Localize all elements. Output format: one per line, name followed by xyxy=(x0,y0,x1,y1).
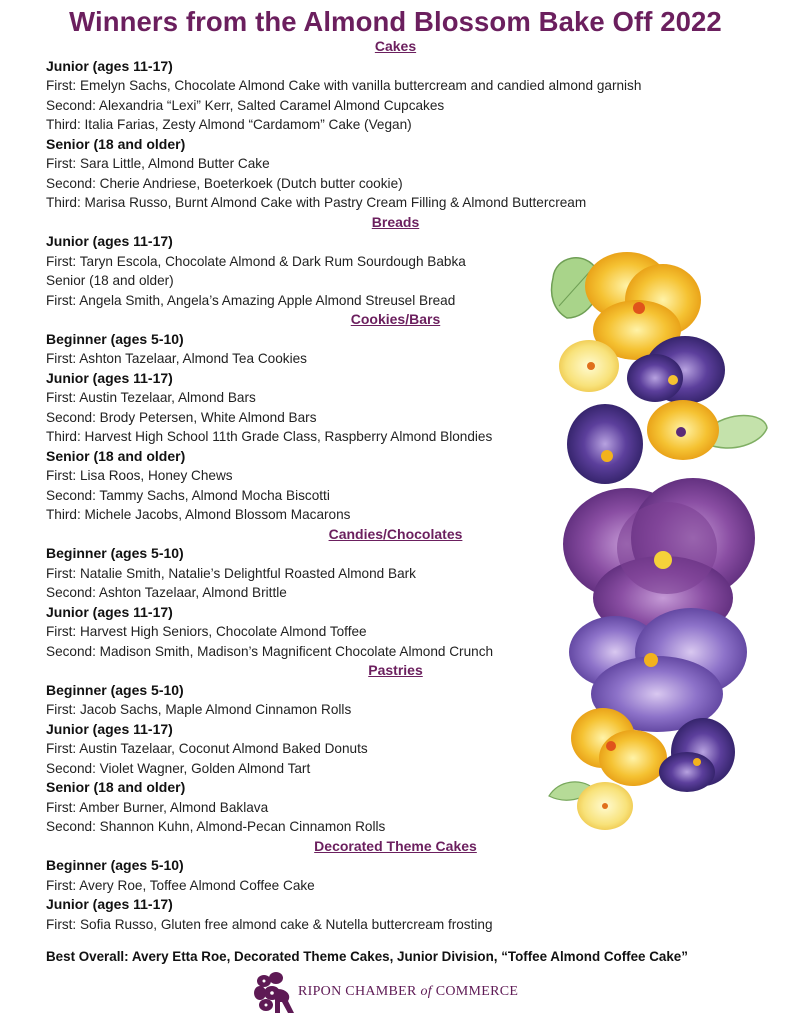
org-name-of: of xyxy=(420,984,432,999)
winner-entry: First: Avery Roe, Toffee Almond Coffee Cake xyxy=(46,877,315,893)
division-label: Beginner (ages 5-10) xyxy=(46,330,184,347)
winner-entry: First: Austin Tazelaar, Coconut Almond Baked Donuts xyxy=(46,741,368,756)
section-heading: Pastries xyxy=(368,662,423,678)
winner-entry: First: Ashton Tazelaar, Almond Tea Cookies xyxy=(46,351,307,366)
winner-entry: First: Sara Little, Almond Butter Cake xyxy=(46,156,270,171)
winner-entry: First: Angela Smith, Angela’s Amazing Apple Almond Streusel Bread xyxy=(46,292,456,308)
winner-entry: Second: Ashton Tazelaar, Almond Brittle xyxy=(46,585,287,600)
pale-pansy-left xyxy=(559,340,619,392)
division-label: Junior (ages 11-17) xyxy=(46,603,173,620)
winner-entry: Second: Madison Smith, Madison’s Magnificent Chocolate Almond Crunch xyxy=(46,643,494,659)
winner-entry: Second: Brody Petersen, White Almond Bars xyxy=(46,409,317,425)
winner-entry: First: Sofia Russo, Gluten free almond cake & Nutella buttercream frosting xyxy=(46,916,493,932)
ripon-chamber-logo-icon xyxy=(252,971,298,1015)
yellow-purple-pansy xyxy=(647,400,719,460)
division-label: Junior (ages 11-17) xyxy=(46,57,173,74)
division-label: Senior (18 and older) xyxy=(46,135,186,152)
winner-entry: First: Jacob Sachs, Maple Almond Cinnamon Rolls xyxy=(46,702,352,717)
winner-entry: First: Natalie Smith, Natalie’s Delightful Roasted Almond Bark xyxy=(46,565,416,581)
division-label: Beginner (ages 5-10) xyxy=(46,545,184,561)
division-label: Beginner (ages 5-10) xyxy=(46,857,184,873)
section-heading: Candies/Chocolates xyxy=(328,525,463,542)
winner-entry: Third: Italia Farias, Zesty Almond “Cardamom” Cake (Vegan) xyxy=(46,117,412,132)
winner-entry: Third: Harvest High School 11th Grade Class, Raspberry Almond Blondies xyxy=(46,429,493,444)
winner-entry: Second: Alexandria “Lexi” Kerr, Salted Caramel Almond Cupcakes xyxy=(46,97,445,113)
division-label: Beginner (ages 5-10) xyxy=(46,681,184,698)
indigo-pansy-left xyxy=(567,404,643,484)
winner-entry: Third: Michele Jacobs, Almond Blossom Macarons xyxy=(46,507,351,522)
purple-pansy-large xyxy=(563,478,755,640)
division-label: Junior (ages 11-17) xyxy=(46,233,173,249)
winner-entry: First: Lisa Roos, Honey Chews xyxy=(46,468,233,483)
winner-entry: First: Austin Tezelaar, Almond Bars xyxy=(46,390,256,405)
winner-entry: Senior (18 and older) xyxy=(46,273,174,288)
division-label: Junior (ages 11-17) xyxy=(46,720,173,737)
footer xyxy=(252,971,552,1015)
winner-entry: Second: Tammy Sachs, Almond Mocha Biscotti xyxy=(46,487,330,503)
page-title: Winners from the Almond Blossom Bake Off 2022 xyxy=(69,6,722,37)
winner-entry: First: Amber Burner, Almond Baklava xyxy=(46,799,269,815)
division-label: Senior (18 and older) xyxy=(46,447,186,464)
section-heading: Breads xyxy=(371,213,420,230)
division-label: Senior (18 and older) xyxy=(46,779,186,795)
section-heading: Cakes xyxy=(374,38,417,54)
pale-pansy-bottom xyxy=(577,782,633,830)
pansy-flower-illustration xyxy=(545,248,775,833)
division-label: Junior (ages 11-17) xyxy=(46,896,173,912)
org-name-last: COMMERCE xyxy=(431,984,519,999)
org-name-first: RIPON CHAMBER xyxy=(298,984,421,999)
division-label: Junior (ages 11-17) xyxy=(46,369,173,386)
winner-entry: First: Harvest High Seniors, Chocolate Almond Toffee xyxy=(46,624,367,639)
winner-entry: First: Emelyn Sachs, Chocolate Almond Cake with vanilla buttercream and candied almond garnish xyxy=(46,78,642,93)
section-heading: Decorated Theme Cakes xyxy=(314,837,477,854)
winner-entry: Second: Cherie Andriese, Boeterkoek (Dutch butter cookie) xyxy=(46,175,403,191)
winner-entry: Third: Marisa Russo, Burnt Almond Cake with Pastry Cream Filling & Almond Buttercream xyxy=(46,195,587,210)
organization-name xyxy=(298,984,518,1000)
winner-entry: First: Taryn Escola, Chocolate Almond & Dark Rum Sourdough Babka xyxy=(46,253,466,269)
winner-entry: Second: Shannon Kuhn, Almond-Pecan Cinnamon Rolls xyxy=(46,819,386,834)
winner-entry: Second: Violet Wagner, Golden Almond Tart xyxy=(46,760,311,776)
best-overall: Best Overall: Avery Etta Roe, Decorated Theme Cakes, Junior Division, “Toffee Almond Coffee Cake” xyxy=(46,949,688,964)
section-heading: Cookies/Bars xyxy=(350,311,441,327)
